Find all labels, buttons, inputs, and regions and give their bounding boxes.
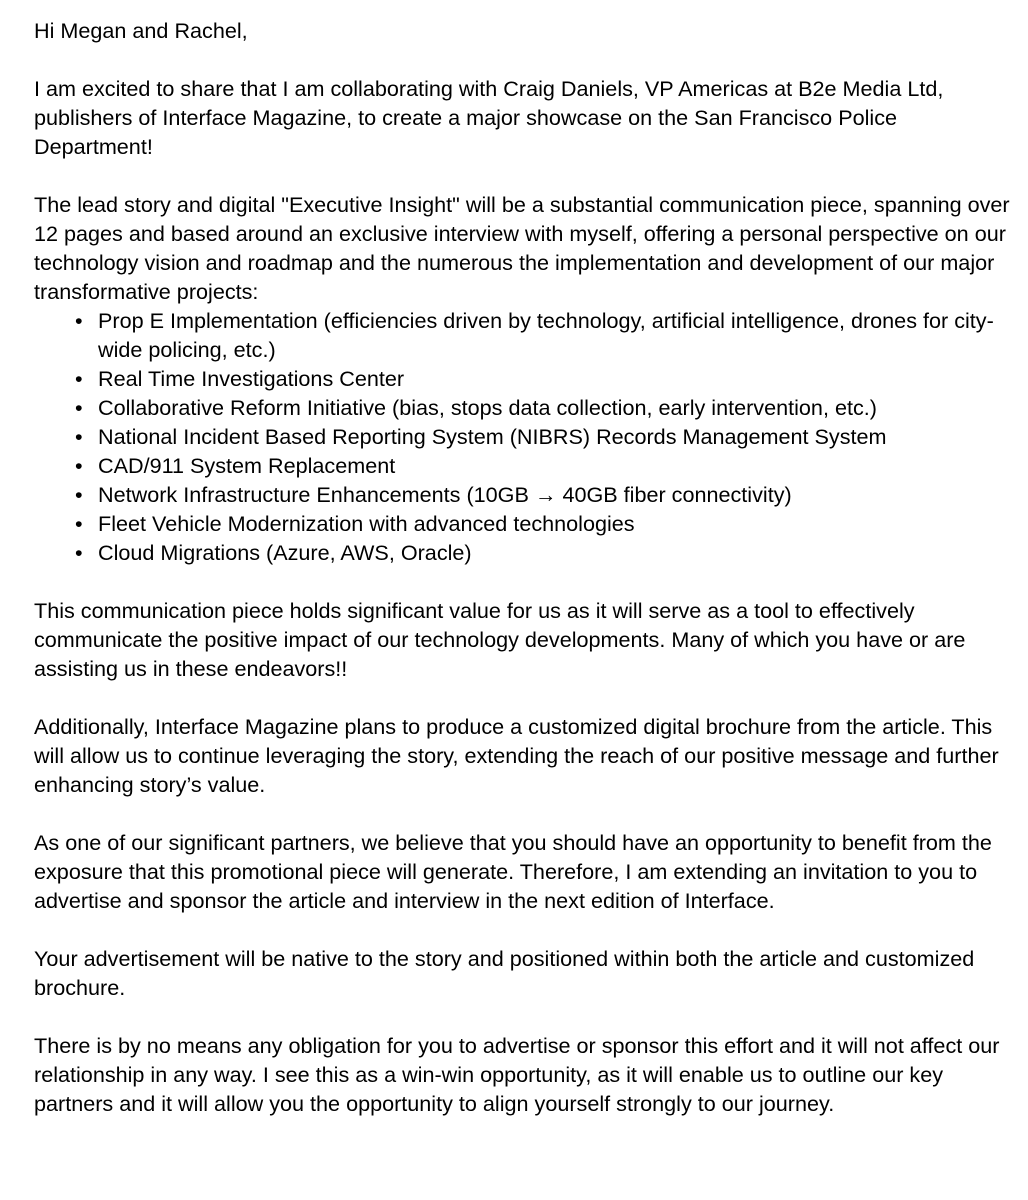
brochure-paragraph: Additionally, Interface Magazine plans to produce a customized digital brochure from the article. This will allow us to continue leveraging the story, extending the reach of our positive message and further enhancing story’s value. — [34, 714, 999, 797]
bullet-icon: • — [75, 424, 83, 449]
invitation-paragraph: As one of our significant partners, we believe that you should have an opportunity to benefit from the exposure that this promotional piece will generate. Therefore, I am extending an invitation to you to advertise and sponsor the article and interview in the next edition of Interface. — [34, 830, 992, 913]
greeting: Hi Megan and Rachel, — [34, 18, 248, 43]
bullet-icon: • — [75, 540, 83, 565]
list-item — [75, 393, 1020, 422]
project-item-text: Real Time Investigations Center — [98, 366, 405, 391]
bullet-icon: • — [75, 395, 83, 420]
bullet-icon: • — [75, 453, 83, 478]
list-item — [75, 306, 1020, 364]
obligation-paragraph: There is by no means any obligation for you to advertise or sponsor this effort and it will not affect our relationship in any way. I see this as a win-win opportunity, as it will enable us to outline our key partners and it will allow you the opportunity to align yourself strongly to our journey. — [34, 1033, 1000, 1116]
bullet-icon: • — [75, 366, 83, 391]
list-item — [75, 451, 1020, 480]
list-item — [75, 422, 1020, 451]
project-item-text: Cloud Migrations (Azure, AWS, Oracle) — [98, 540, 472, 565]
project-item-text: National Incident Based Reporting System (NIBRS) Records Management System — [98, 424, 887, 449]
project-item-text: CAD/911 System Replacement — [98, 453, 396, 478]
project-item-text: Prop E Implementation (efficiencies driven by technology, artificial intelligence, drones for city-wide policing, etc.) — [98, 308, 994, 362]
project-item-text: Collaborative Reform Initiative (bias, stops data collection, early intervention, etc.) — [98, 395, 877, 420]
project-item-text: Network Infrastructure Enhancements (10GB → 40GB fiber connectivity) — [98, 482, 792, 507]
advertisement-paragraph: Your advertisement will be native to the story and positioned within both the article and customized brochure. — [34, 946, 975, 1000]
intro-paragraph: I am excited to share that I am collaborating with Craig Daniels, VP Americas at B2e Media Ltd, publishers of Interface Magazine, to create a major showcase on the San Francisco Police Department! — [34, 76, 944, 159]
list-item — [75, 480, 1020, 509]
list-item — [75, 509, 1020, 538]
lead-paragraph: The lead story and digital "Executive Insight" will be a substantial communication piece, spanning over 12 pages and based around an exclusive interview with myself, offering a personal perspective on our technology vision and roadmap and the numerous the implementation and development of our major transformative projects: — [34, 192, 1010, 304]
project-list — [34, 306, 1020, 567]
bullet-icon: • — [75, 482, 83, 507]
bullet-icon: • — [75, 308, 83, 333]
bullet-icon: • — [75, 511, 83, 536]
list-item — [75, 364, 1020, 393]
value-paragraph: This communication piece holds significant value for us as it will serve as a tool to effectively communicate the positive impact of our technology developments. Many of which you have or are assisting us in these endeavors!! — [34, 598, 966, 681]
project-item-text: Fleet Vehicle Modernization with advanced technologies — [98, 511, 635, 536]
list-item — [75, 538, 1020, 567]
